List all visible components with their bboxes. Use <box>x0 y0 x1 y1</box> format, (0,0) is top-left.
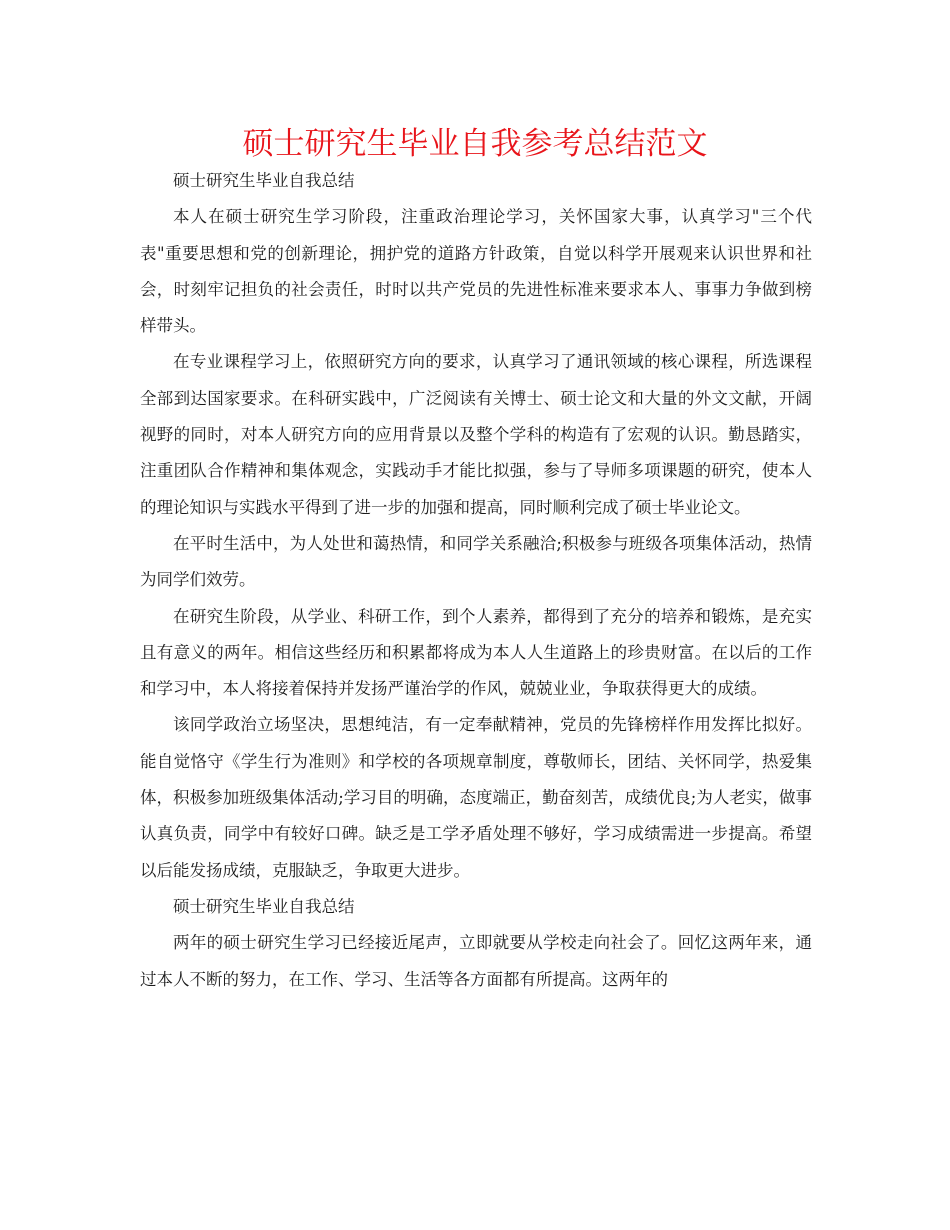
paragraph-two-years: 两年的硕士研究生学习已经接近尾声，立即就要从学校走向社会了。回忆这两年来，通过本人不断的努力，在工作、学习、生活等各方面都有所提高。这两年的 <box>140 933 812 989</box>
paragraph-daily-life: 在平时生活中，为人处世和蔼热情，和同学关系融洽;积极参与班级各项集体活动，热情为同学们效劳。 <box>140 533 812 590</box>
paragraph-graduate-stage: 在研究生阶段，从学业、科研工作，到个人素养，都得到了充分的培养和锻炼，是充实且有意义的两年。相信这些经历和积累都将成为本人人生道路上的珍贵财富。在以后的工作和学习中，本人将接着保持并发扬严谨治学的作风，兢兢业业，争取获得更大的成绩。 <box>140 606 812 699</box>
paragraph-political-study: 本人在硕士研究生学习阶段，注重政治理论学习，关怀国家大事，认真学习"三个代表"重要思想和党的创新理论，拥护党的道路方针政策，自觉以科学开展观来认识世界和社会，时刻牢记担负的社会责任，时时以共产党员的先进性标准来要求本人、事事力争做到榜样带头。 <box>140 207 812 336</box>
section-heading: 硕士研究生毕业自我总结 <box>173 896 355 916</box>
document-title: 硕士研究生毕业自我参考总结范文 <box>242 126 708 162</box>
section-heading: 硕士研究生毕业自我总结 <box>173 171 355 190</box>
paragraph-coursework: 在专业课程学习上，依照研究方向的要求，认真学习了通讯领域的核心课程，所选课程全部到达国家要求。在科研实践中，广泛阅读有关博士、硕士论文和大量的外文文献，开阔视野的同时，对本人研究方向的应用背景以及整个学科的构造有了宏观的认识。勤恳踏实，注重团队合作精神和集体观念，实践动手才能比拟强，参与了导师多项课题的研究，使本人的理论知识与实践水平得到了进一步的加强和提高，同时顺利完成了硕士毕业论文。 <box>140 352 812 517</box>
paragraph-evaluation: 该同学政治立场坚决，思想纯洁，有一定奉献精神，党员的先锋榜样作用发挥比拟好。能自觉恪守《学生行为准则》和学校的各项规章制度，尊敬师长，团结、关怀同学，热爱集体，积极参加班级集体活动;学习目的明确，态度端正，勤奋刻苦，成绩优良;为人老实，做事认真负责，同学中有较好口碑。缺乏是工学矛盾处理不够好，学习成绩需进一步提高。希望以后能发扬成绩，克服缺乏，争取更大进步。 <box>140 715 812 880</box>
document-body <box>140 163 812 998</box>
